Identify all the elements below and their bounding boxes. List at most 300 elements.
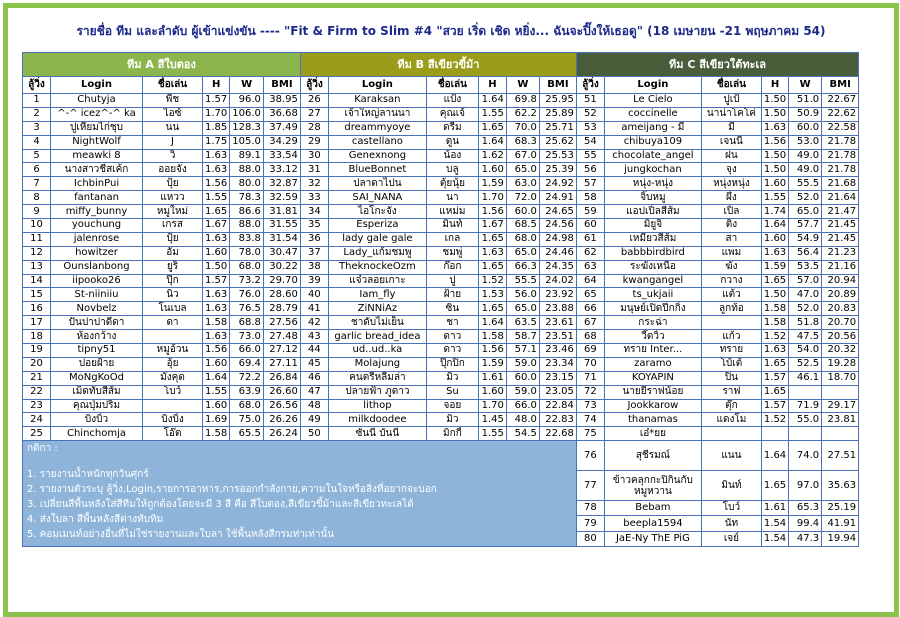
cell-w: 73.0: [230, 330, 264, 344]
cell-login: fantanan: [51, 191, 143, 205]
cell-login: howitzer: [51, 246, 143, 260]
col-no: ลู้วิ่ง: [576, 77, 604, 94]
cell-nick: วิ: [143, 149, 203, 163]
cell-h: 1.64: [478, 94, 506, 108]
cell-nick: ปุ๊ก: [143, 274, 203, 288]
table-row: [23, 427, 859, 441]
cell-h: 1.65: [761, 385, 788, 399]
cell-bmi: 20.94: [822, 274, 859, 288]
cell-nick: ปุ้ย: [143, 177, 203, 191]
cell-nick: กวาง: [701, 274, 761, 288]
table-row: [23, 371, 859, 385]
cell-no: 74: [576, 413, 604, 427]
cell-nick: มิกกี้: [426, 427, 478, 441]
cell-h: 1.64: [761, 441, 788, 471]
cell-nick: J: [143, 135, 203, 149]
cell-bmi: 22.83: [539, 413, 576, 427]
cell-login: ชาดับไม่เย็น: [328, 316, 426, 330]
cell-login: kwangangel: [604, 274, 701, 288]
cell-w: 65.0: [506, 163, 539, 177]
cell-login: castellano: [328, 135, 426, 149]
cell-nick: จอย: [426, 399, 478, 413]
cell-login: youchung: [51, 219, 143, 233]
cell-nick: บิงบิ้ง: [143, 413, 203, 427]
cell-w: 68.3: [506, 135, 539, 149]
cell-nick: เจย์: [701, 531, 761, 546]
cell-w: 68.0: [230, 260, 264, 274]
cell-w: 66.0: [506, 399, 539, 413]
cell-login: วี๊ดวิ้ว: [604, 330, 701, 344]
table-row: [23, 205, 859, 219]
cell-h: 1.63: [203, 330, 230, 344]
table-row: [23, 246, 859, 260]
cell-w: 54.9: [789, 232, 822, 246]
cell-login: Jookkarow: [604, 399, 701, 413]
cell-h: 1.50: [761, 163, 788, 177]
cell-no: 47: [300, 385, 328, 399]
cell-bmi: 21.68: [822, 177, 859, 191]
cell-no: 80: [576, 531, 604, 546]
cell-no: 20: [23, 357, 51, 371]
cell-no: 56: [576, 163, 604, 177]
cell-login: มนุษย์เปิดปีกกิ้ง: [604, 302, 701, 316]
cell-no: 44: [300, 344, 328, 358]
cell-login: หนุ่ง-หนุ่ง: [604, 177, 701, 191]
cell-login: ห้องกว้าง: [51, 330, 143, 344]
cell-nick: มินท์: [426, 219, 478, 233]
cell-nick: เกรส: [143, 219, 203, 233]
cell-nick: ชา: [426, 316, 478, 330]
cell-no: 26: [300, 94, 328, 108]
cell-login: เม็ดทับสีส้ม: [51, 385, 143, 399]
cell-h: 1.74: [761, 205, 788, 219]
cell-no: 70: [576, 357, 604, 371]
cell-bmi: 25.62: [539, 135, 576, 149]
cell-nick: แต้ว: [701, 288, 761, 302]
cell-h: 1.57: [203, 274, 230, 288]
cell-bmi: 21.47: [822, 205, 859, 219]
cell-w: 128.3: [230, 121, 264, 135]
cell-w: 65.0: [506, 246, 539, 260]
cell-w: 57.0: [789, 274, 822, 288]
cell-w: 56.4: [789, 246, 822, 260]
cell-bmi: 22.62: [822, 107, 859, 121]
cell-w: 54.0: [789, 344, 822, 358]
cell-no: 68: [576, 330, 604, 344]
cell-bmi: 22.68: [539, 427, 576, 441]
cell-w: 68.0: [230, 399, 264, 413]
col-bmi: BMI: [539, 77, 576, 94]
cell-bmi: 38.95: [263, 94, 300, 108]
cell-no: 53: [576, 121, 604, 135]
cell-w: 57.1: [506, 344, 539, 358]
cell-nick: ซิน: [426, 302, 478, 316]
cell-login: Genexnong: [328, 149, 426, 163]
cell-login: chocolate_angel: [604, 149, 701, 163]
cell-w: 70.0: [506, 121, 539, 135]
cell-no: 52: [576, 107, 604, 121]
cell-no: 17: [23, 316, 51, 330]
cell-h: 1.60: [203, 399, 230, 413]
cell-h: 1.59: [761, 260, 788, 274]
cell-w: 83.8: [230, 232, 264, 246]
cell-bmi: 22.58: [822, 121, 859, 135]
cell-w: 65.3: [789, 501, 822, 516]
cell-bmi: 21.45: [822, 232, 859, 246]
cell-no: 33: [300, 191, 328, 205]
rule-item: 4. ส่งใบลา สีพื้นหลังสีต่างทับทิม: [27, 514, 164, 526]
cell-h: 1.63: [203, 149, 230, 163]
cell-no: 54: [576, 135, 604, 149]
cell-h: 1.59: [478, 177, 506, 191]
cell-no: 27: [300, 107, 328, 121]
cell-h: 1.64: [203, 371, 230, 385]
cell-nick: [701, 427, 761, 441]
cell-login: Molajung: [328, 357, 426, 371]
cell-w: 89.1: [230, 149, 264, 163]
cell-h: 1.54: [761, 531, 788, 546]
cell-no: 15: [23, 288, 51, 302]
cell-no: 59: [576, 205, 604, 219]
cell-bmi: 24.91: [539, 191, 576, 205]
cell-h: 1.57: [761, 399, 788, 413]
col-w: W: [230, 77, 264, 94]
cell-login: beepla1594: [604, 516, 701, 531]
cell-w: 54.5: [506, 427, 539, 441]
cell-bmi: 22.84: [539, 399, 576, 413]
table-row: [23, 344, 859, 358]
cell-nick: แป้ง: [426, 94, 478, 108]
column-header-row: [23, 77, 859, 94]
cell-nick: โอ๊ต: [143, 427, 203, 441]
cell-login: ปันปาปาดีดา: [51, 316, 143, 330]
table-row: [23, 413, 859, 427]
cell-bmi: 25.89: [539, 107, 576, 121]
cell-nick: นาน่าโคโค่: [701, 107, 761, 121]
cell-no: 40: [300, 288, 328, 302]
cell-bmi: 24.56: [539, 219, 576, 233]
cell-login: Novbelz: [51, 302, 143, 316]
cell-nick: เปิ้ล: [701, 205, 761, 219]
cell-bmi: 19.28: [822, 357, 859, 371]
cell-no: 42: [300, 316, 328, 330]
cell-h: 1.63: [478, 246, 506, 260]
cell-login: milkdoodee: [328, 413, 426, 427]
cell-w: 66.0: [230, 344, 264, 358]
table-row: [23, 302, 859, 316]
cell-login: ปลาดาไปน: [328, 177, 426, 191]
cell-no: 73: [576, 399, 604, 413]
cell-no: 37: [300, 246, 328, 260]
roster-table: [22, 52, 859, 547]
cell-w: 58.7: [506, 330, 539, 344]
cell-login: meawki 8: [51, 149, 143, 163]
cell-w: 48.0: [506, 413, 539, 427]
cell-bmi: 25.39: [539, 163, 576, 177]
cell-bmi: 26.60: [263, 385, 300, 399]
cell-no: 31: [300, 163, 328, 177]
cell-login: คุณปุ่มปริ้ม: [51, 399, 143, 413]
table-row: [23, 94, 859, 108]
cell-login: dreammyoye: [328, 121, 426, 135]
table-row: [23, 163, 859, 177]
cell-no: 12: [23, 246, 51, 260]
cell-login: Chutyja: [51, 94, 143, 108]
cell-bmi: 21.78: [822, 135, 859, 149]
rules-notes: [23, 441, 577, 547]
cell-nick: เกล: [426, 232, 478, 246]
cell-no: 3: [23, 121, 51, 135]
team-a-header: ทีม A สีใบตอง: [23, 53, 301, 77]
cell-login: ทราย Inter...: [604, 344, 701, 358]
cell-bmi: 23.61: [539, 316, 576, 330]
cell-login: Iam_fly: [328, 288, 426, 302]
cell-login: jungkochan: [604, 163, 701, 177]
cell-h: 1.55: [203, 191, 230, 205]
cell-w: 51.8: [789, 316, 822, 330]
cell-nick: ราฟ: [701, 385, 761, 399]
cell-login: สุชีรมณ์: [604, 441, 701, 471]
cell-bmi: 20.89: [822, 288, 859, 302]
cell-w: 47.5: [789, 330, 822, 344]
cell-bmi: 21.64: [822, 191, 859, 205]
cell-nick: ปูเป้: [701, 94, 761, 108]
cell-h: 1.60: [761, 232, 788, 246]
cell-h: 1.50: [761, 107, 788, 121]
cell-nick: โบว์: [701, 501, 761, 516]
cell-login: ปลายฟ้า ภูดาว: [328, 385, 426, 399]
cell-nick: ฆัง: [701, 260, 761, 274]
cell-login: BlueBonnet: [328, 163, 426, 177]
cell-no: 39: [300, 274, 328, 288]
cell-w: 76.0: [230, 288, 264, 302]
cell-no: 65: [576, 288, 604, 302]
cell-h: 1.55: [478, 107, 506, 121]
cell-h: 1.64: [478, 135, 506, 149]
cell-no: 67: [576, 316, 604, 330]
cell-no: 6: [23, 163, 51, 177]
cell-nick: ดรีม: [426, 121, 478, 135]
cell-h: 1.65: [478, 121, 506, 135]
cell-w: 46.1: [789, 371, 822, 385]
cell-w: 74.0: [789, 441, 822, 471]
cell-nick: ดา: [143, 316, 203, 330]
table-row: [23, 274, 859, 288]
cell-bmi: 36.68: [263, 107, 300, 121]
team-b-header: ทีม B สีเขียวขี้ม้า: [300, 53, 576, 77]
cell-bmi: 24.02: [539, 274, 576, 288]
cell-nick: บลู: [426, 163, 478, 177]
cell-login: miffy_bunny: [51, 205, 143, 219]
cell-nick: นิว: [143, 288, 203, 302]
cell-w: 72.0: [506, 191, 539, 205]
cell-bmi: 41.91: [822, 516, 859, 531]
table-row: [23, 357, 859, 371]
cell-h: 1.58: [761, 316, 788, 330]
col-bmi: BMI: [263, 77, 300, 94]
cell-login: iipooko26: [51, 274, 143, 288]
cell-no: 50: [300, 427, 328, 441]
cell-w: 66.3: [506, 260, 539, 274]
cell-bmi: 20.70: [822, 316, 859, 330]
cell-no: 19: [23, 344, 51, 358]
cell-login: NightWolf: [51, 135, 143, 149]
cell-h: 1.67: [203, 219, 230, 233]
cell-nick: ดาว: [426, 344, 478, 358]
cell-no: 48: [300, 399, 328, 413]
table-row: [23, 441, 859, 471]
cell-nick: Su: [426, 385, 478, 399]
cell-nick: ตูน: [426, 135, 478, 149]
cell-bmi: 32.59: [263, 191, 300, 205]
cell-bmi: 23.92: [539, 288, 576, 302]
cell-h: 1.56: [478, 344, 506, 358]
table-row: [23, 177, 859, 191]
cell-bmi: 31.54: [263, 232, 300, 246]
cell-w: 52.5: [789, 357, 822, 371]
cell-nick: โบ้เต้: [701, 357, 761, 371]
cell-nick: อั้ม: [143, 246, 203, 260]
cell-login: IchbinPui: [51, 177, 143, 191]
cell-bmi: 18.70: [822, 371, 859, 385]
cell-bmi: 23.05: [539, 385, 576, 399]
cell-no: 9: [23, 205, 51, 219]
cell-h: 1.50: [761, 149, 788, 163]
cell-nick: ปิ่น: [701, 371, 761, 385]
cell-h: 1.70: [203, 107, 230, 121]
table-row: [23, 107, 859, 121]
cell-no: 43: [300, 330, 328, 344]
cell-w: 63.5: [506, 316, 539, 330]
cell-w: 65.0: [789, 205, 822, 219]
cell-no: 2: [23, 107, 51, 121]
cell-bmi: 24.98: [539, 232, 576, 246]
cell-no: 64: [576, 274, 604, 288]
cell-h: 1.45: [478, 413, 506, 427]
cell-login: คนตรีหลีมล่า: [328, 371, 426, 385]
cell-login: เอ๋*ยย: [604, 427, 701, 441]
cell-w: 59.0: [506, 357, 539, 371]
cell-h: 1.70: [478, 191, 506, 205]
cell-bmi: 26.26: [263, 413, 300, 427]
cell-no: 58: [576, 191, 604, 205]
cell-w: 71.9: [789, 399, 822, 413]
cell-nick: แพม: [701, 246, 761, 260]
cell-w: 59.0: [506, 385, 539, 399]
cell-no: 57: [576, 177, 604, 191]
cell-bmi: 21.45: [822, 219, 859, 233]
cell-h: 1.63: [203, 302, 230, 316]
cell-h: 1.75: [203, 135, 230, 149]
cell-login: TheknockeOzm: [328, 260, 426, 274]
cell-bmi: 24.92: [539, 177, 576, 191]
cell-nick: นา: [426, 191, 478, 205]
cell-login: เจ้าใหญ่ลานนา: [328, 107, 426, 121]
cell-login: lady gale gale: [328, 232, 426, 246]
cell-h: 1.56: [203, 177, 230, 191]
cell-login: coccinelle: [604, 107, 701, 121]
cell-h: 1.69: [203, 413, 230, 427]
cell-w: 55.0: [789, 413, 822, 427]
col-login: Login: [328, 77, 426, 94]
cell-h: 1.53: [478, 288, 506, 302]
cell-bmi: 22.67: [822, 94, 859, 108]
cell-w: 88.0: [230, 163, 264, 177]
col-w: W: [506, 77, 539, 94]
col-h: H: [203, 77, 230, 94]
cell-w: 55.5: [789, 177, 822, 191]
cell-h: 1.65: [478, 232, 506, 246]
cell-h: 1.60: [203, 357, 230, 371]
cell-no: 77: [576, 471, 604, 501]
cell-no: 22: [23, 385, 51, 399]
rules-heading: กติกา :: [27, 443, 58, 455]
cell-login: แอปเปิ้ลสีส้ม: [604, 205, 701, 219]
cell-w: 78.0: [230, 246, 264, 260]
cell-nick: คุณเจ้: [426, 107, 478, 121]
cell-nick: ก๊อก: [426, 260, 478, 274]
cell-w: 65.5: [230, 427, 264, 441]
cell-login: chibuya109: [604, 135, 701, 149]
cell-nick: น้อง: [426, 149, 478, 163]
cell-no: 34: [300, 205, 328, 219]
cell-login: lithop: [328, 399, 426, 413]
cell-login: ZiNNiAz: [328, 302, 426, 316]
cell-bmi: 23.34: [539, 357, 576, 371]
cell-no: 75: [576, 427, 604, 441]
cell-w: 52.0: [789, 302, 822, 316]
cell-h: 1.60: [478, 385, 506, 399]
cell-bmi: 27.48: [263, 330, 300, 344]
cell-h: 1.58: [761, 302, 788, 316]
cell-bmi: 23.88: [539, 302, 576, 316]
cell-nick: หมูอ้วน: [143, 344, 203, 358]
cell-w: 96.0: [230, 94, 264, 108]
cell-h: 1.70: [478, 399, 506, 413]
cell-no: 18: [23, 330, 51, 344]
cell-w: 97.0: [789, 471, 822, 501]
cell-login: Karaksan: [328, 94, 426, 108]
cell-bmi: 33.54: [263, 149, 300, 163]
cell-h: 1.60: [761, 177, 788, 191]
cell-w: 60.0: [789, 121, 822, 135]
col-nick: ชื่อเล่น: [143, 77, 203, 94]
cell-nick: ปู: [426, 274, 478, 288]
cell-no: 38: [300, 260, 328, 274]
cell-w: 76.5: [230, 302, 264, 316]
cell-login: ^-^ icez^-^ ka: [51, 107, 143, 121]
cell-h: 1.55: [203, 385, 230, 399]
cell-bmi: 34.29: [263, 135, 300, 149]
cell-h: 1.61: [478, 371, 506, 385]
cell-nick: แก้ว: [701, 330, 761, 344]
cell-h: 1.56: [203, 344, 230, 358]
cell-w: 53.5: [789, 260, 822, 274]
cell-no: 51: [576, 94, 604, 108]
cell-nick: มิว: [426, 371, 478, 385]
cell-nick: ฝน: [701, 149, 761, 163]
cell-w: 78.3: [230, 191, 264, 205]
cell-bmi: 27.11: [263, 357, 300, 371]
cell-bmi: 32.87: [263, 177, 300, 191]
cell-w: 68.8: [230, 316, 264, 330]
cell-nick: แหวว: [143, 191, 203, 205]
cell-h: 1.59: [478, 357, 506, 371]
cell-no: 4: [23, 135, 51, 149]
cell-h: 1.67: [478, 219, 506, 233]
cell-bmi: 31.81: [263, 205, 300, 219]
rule-item: 2. รายงานตัวระบุ ลู้วิ่ง,Login,รายการอาหาร,การออกกำลังกาย,ความในใจหรือสิ่งที่อยากจะบอก: [27, 484, 437, 496]
